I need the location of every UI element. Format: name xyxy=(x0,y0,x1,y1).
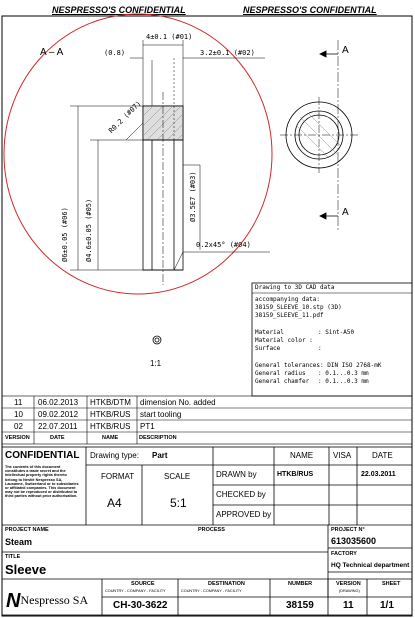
version-value: 11 xyxy=(343,600,354,611)
nespresso-logo: NNespresso SA xyxy=(6,590,89,612)
factory-value: HQ Technical department xyxy=(331,562,410,569)
general-tolerances: General tolerances: DIN ISO 2768-mK xyxy=(255,362,382,369)
rev-row-3-date: 22.07.2011 xyxy=(38,422,78,431)
format-label: FORMAT xyxy=(101,472,135,481)
notes-line-3: 38159_SLEEVE_11.pdf xyxy=(255,312,324,319)
rev-row-2-version: 10 xyxy=(14,410,23,419)
process-label: PROCESS xyxy=(198,527,225,533)
rev-row-1-name: HTKB/DTM xyxy=(90,398,131,407)
drawing-type-value: Part xyxy=(152,451,168,460)
general-chamfer-label: General chamfer xyxy=(255,378,310,385)
dimension-07: R0.2 (#07) xyxy=(107,99,143,135)
material-value: : Sint-A50 xyxy=(318,329,355,336)
number-value: 38159 xyxy=(286,600,314,611)
rev-header-date: DATE xyxy=(50,435,65,441)
rev-header-name: NAME xyxy=(102,435,119,441)
rev-header-version: VERSION xyxy=(5,435,30,441)
title-label: TITLE xyxy=(5,554,21,560)
approved-by-label: APPROVED by xyxy=(216,510,272,519)
rev-row-1-desc: dimension No. added xyxy=(140,398,216,407)
title-value: Sleeve xyxy=(5,562,47,577)
section-label: A – A xyxy=(40,47,64,58)
scale-label: SCALE xyxy=(164,472,191,481)
number-label: NUMBER xyxy=(288,581,313,587)
section-arrow-top-label: A xyxy=(342,45,349,56)
name-header: NAME xyxy=(290,451,314,460)
header-confidential-left: NESPRESSO'S CONFIDENTIAL xyxy=(52,5,186,15)
section-arrow-bottom-label: A xyxy=(342,207,349,218)
scale-value: 5:1 xyxy=(170,496,187,510)
dimension-02: 3.2±0.1 (#02) xyxy=(200,49,255,57)
project-number-label: PROJECT N° xyxy=(331,527,365,533)
drawing-type-label: Drawing type: xyxy=(90,451,139,460)
surface-label: Surface xyxy=(255,345,281,352)
rev-row-1-date: 06.02.2013 xyxy=(38,398,79,407)
destination-sub-label: COUNTRY - COMPANY - FACILITY xyxy=(181,589,242,593)
notes-line-1: accompanying data: xyxy=(255,296,321,303)
dimension-04: 0.2x45° (#04) xyxy=(196,241,251,249)
material-color-label: Material color : xyxy=(255,337,313,344)
project-number-value: 613035600 xyxy=(331,536,377,546)
rev-row-3-version: 02 xyxy=(14,422,23,431)
notes-title: Drawing to 3D CAD data xyxy=(255,284,335,291)
source-label: SOURCE xyxy=(131,581,155,587)
checked-by-label: CHECKED by xyxy=(216,490,266,499)
project-name-label: PROJECT NAME xyxy=(5,527,49,533)
header-confidential-right: NESPRESSO'S CONFIDENTIAL xyxy=(243,5,377,15)
drawn-by-label: DRAWN by xyxy=(216,470,257,479)
drawn-by-name: HTKB/RUS xyxy=(277,471,314,478)
destination-label: DESTINATION xyxy=(208,581,245,587)
surface-value: : xyxy=(318,345,322,352)
dimension-08: (0.8) xyxy=(104,49,126,57)
format-value: A4 xyxy=(107,496,122,510)
dimension-05: Ø4.6±0.05 (#05) xyxy=(85,198,93,262)
drawn-by-date: 22.03.2011 xyxy=(361,471,396,478)
project-name-value: Steam xyxy=(5,537,33,547)
general-radius-value: : 0.1...0.3 mm xyxy=(318,370,369,377)
small-view-scale: 1:1 xyxy=(150,359,162,368)
rev-row-3-desc: PT1 xyxy=(140,422,155,431)
rev-row-3-name: HTKB/RUS xyxy=(90,422,131,431)
sheet-value: 1/1 xyxy=(380,600,394,611)
source-sub-label: COUNTRY - COMPANY - FACILITY xyxy=(105,589,166,593)
material-label: Material xyxy=(255,329,284,336)
general-chamfer-value: : 0.1...0.3 mm xyxy=(318,378,369,385)
factory-label: FACTORY xyxy=(331,551,357,557)
general-radius-label: General radius xyxy=(255,370,306,377)
confidential-disclaimer: The contents of this document constitutes a trade secret and the intellectual property rights thereto belong to Nestlé Nespresso SA, Lausanne, Switzerland or to subsidiaries or affiliated companies. This document may not be reproduced or distributed to third parties without prior authorisation. xyxy=(5,465,79,499)
date-header: DATE xyxy=(372,451,393,460)
version-label: VERSION xyxy=(336,581,361,587)
visa-header: VISA xyxy=(333,451,352,460)
notes-line-2: 38159_SLEEVE_10.stp (3D) xyxy=(255,304,342,311)
dimension-03: Ø3.5E7 (#03) xyxy=(189,171,197,222)
rev-row-2-date: 09.02.2012 xyxy=(38,410,79,419)
rev-header-description: DESCRIPTION xyxy=(139,435,177,441)
sheet-label: SHEET xyxy=(382,581,401,587)
dimension-06: Ø6±0.05 (#06) xyxy=(61,207,69,262)
rev-row-2-name: HTKB/RUS xyxy=(90,410,131,419)
version-sub-label: (DRAWING) xyxy=(339,589,360,593)
rev-row-2-desc: start tooling xyxy=(140,410,182,419)
source-value: CH-30-3622 xyxy=(113,600,168,611)
rev-row-1-version: 11 xyxy=(14,398,23,407)
confidential-label: CONFIDENTIAL xyxy=(5,450,80,461)
dimension-01: 4±0.1 (#01) xyxy=(146,33,193,41)
logo-n-icon: N xyxy=(6,590,21,612)
